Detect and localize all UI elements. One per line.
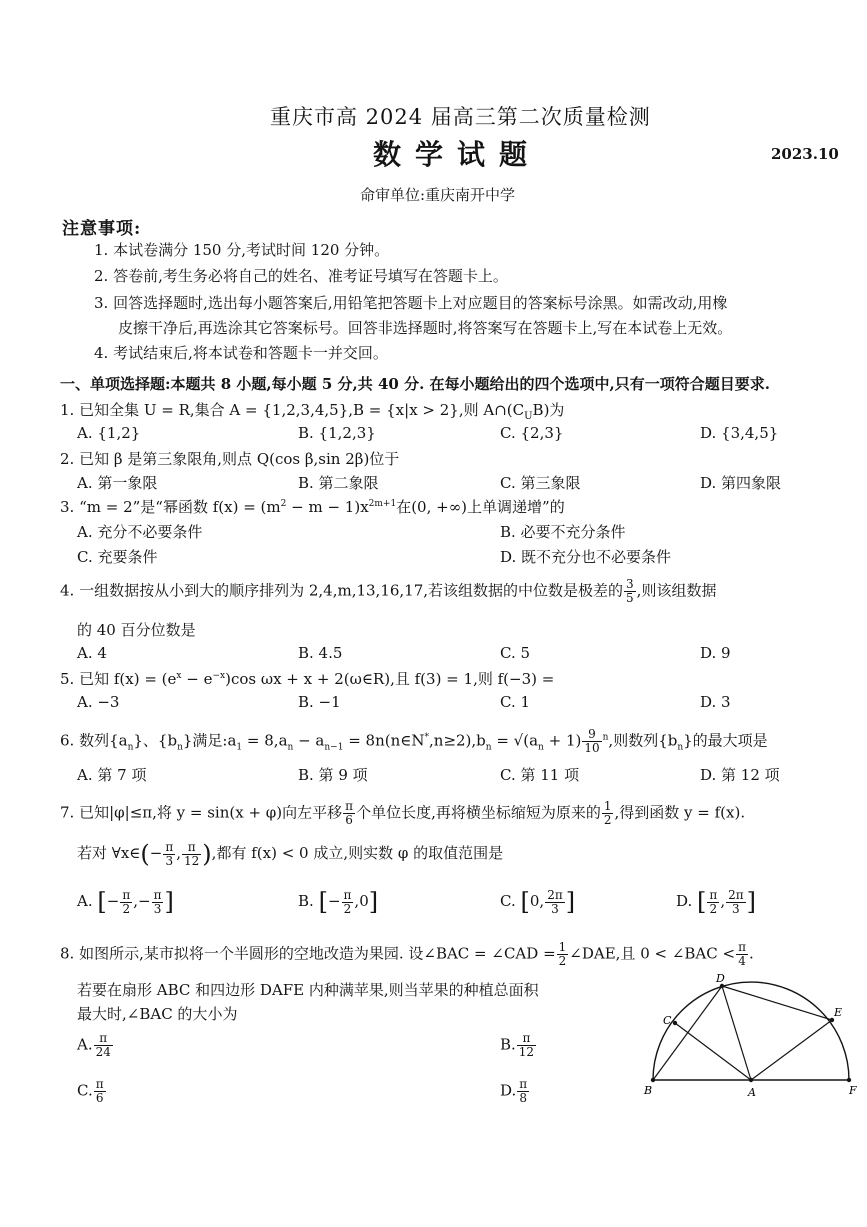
question-2-option-a: A. 第一象限: [77, 474, 158, 492]
question-5-option-c: C. 1: [500, 693, 531, 711]
question-5-option-d: D. 3: [700, 693, 731, 711]
author-unit: 命审单位:重庆南开中学: [360, 186, 516, 204]
question-3-option-a: A. 充分不必要条件: [77, 523, 203, 541]
question-2-option-b: B. 第二象限: [298, 474, 379, 492]
question-1-stem: 1. 已知全集 U = R,集合 A = {1,2,3,4,5},B = {x|x > 2},则 $A\cap(C_UB)$为: [60, 401, 565, 422]
notice-item: 皮擦干净后,再选涂其它答案标号。回答非选择题时,将答案写在答题卡上,写在本试卷上无效。: [118, 319, 733, 337]
notice-heading: 注意事项:: [62, 219, 142, 239]
question-4-option-d: D. 9: [700, 644, 731, 662]
question-2-option-c: C. 第三象限: [500, 474, 581, 492]
label-b: B: [644, 1084, 653, 1097]
subject-title: 数学试题: [373, 138, 542, 171]
question-4-stem: 4. 一组数据按从小到大的顺序排列为 2,4,m,13,16,17,若该组数据的中位数是极差的 $\frac{3}{5}$ ,则该组数据: [60, 577, 717, 605]
segment-ae: [751, 1020, 832, 1080]
segment-de: [722, 986, 832, 1020]
label-f: F: [849, 1084, 857, 1097]
question-7-option-b: B. [− $\frac{\pi}{2}$ ,0]: [298, 887, 379, 916]
section-heading: 一、单项选择题:本题共 8 小题,每小题 5 分,共 40 分. 在每小题给出的四个选项中,只有一项符合题目要求.: [60, 375, 770, 393]
question-7-stem: 7. 已知|φ|≤π,将 y = sin(x + φ)向左平移 $\frac{\pi}{6}$ 个单位长度,再将横坐标缩短为原来的 $\frac{1}{2}$ ,得到函数 y = f(x).: [60, 799, 746, 827]
semicircle-figure: [636, 972, 862, 1104]
label-c: C: [663, 1014, 672, 1027]
exam-title: 重庆市高 2024 届高三第二次质量检测: [270, 105, 651, 129]
semicircle-arc: [653, 982, 849, 1080]
question-1-option-d: D. {3,4,5}: [700, 424, 779, 442]
notice-item: 2. 答卷前,考生务必将自己的姓名、准考证号填写在答题卡上。: [94, 267, 508, 285]
label-d: D: [716, 972, 725, 985]
question-4-option-c: C. 5: [500, 644, 531, 662]
question-1-option-b: B. {1,2,3}: [298, 424, 376, 442]
question-3-stem: 3. “m = 2”是“幂函数 $f(x) = (m^2 - m - 1)x^{2m+1}$在(0, +∞)上单调递增”的: [60, 498, 565, 516]
fraction: $\frac{\pi}{6}$: [345, 799, 354, 827]
fraction: $\frac{1}{2}$: [603, 799, 612, 827]
segment-bd: [653, 986, 722, 1080]
question-7-option-a: A. [− $\frac{\pi}{2}$ ,− $\frac{\pi}{3}$ ]: [77, 887, 174, 916]
point-f: [847, 1078, 851, 1082]
exam-date: 2023.10: [771, 145, 839, 163]
point-c: [673, 1021, 677, 1025]
question-6-option-d: D. 第 12 项: [700, 766, 780, 784]
question-8-option-a: A. $\frac{\pi}{24}$: [77, 1031, 111, 1059]
question-7-option-c: C. [0, $\frac{2\pi}{3}$ ]: [500, 887, 576, 916]
question-1-option-c: C. {2,3}: [500, 424, 564, 442]
question-8-stem: 8. 如图所示,某市拟将一个半圆形的空地改造为果园. 设∠BAC = ∠CAD = $\frac{1}{2}$ ∠DAE,且 0 < ∠BAC < $\frac{\pi}{4}$ .: [60, 940, 754, 968]
question-5-option-a: A. −3: [77, 693, 120, 711]
question-8-option-d: D. $\frac{\pi}{8}$: [500, 1077, 528, 1105]
question-3-option-c: C. 充要条件: [77, 548, 158, 566]
question-8-option-b: B. $\frac{\pi}{12}$: [500, 1031, 535, 1059]
segment-ad: [722, 986, 751, 1080]
question-3-option-d: D. 既不充分也不必要条件: [500, 548, 672, 566]
question-4-option-a: A. 4: [77, 644, 107, 662]
point-a: [749, 1078, 753, 1082]
question-5-stem: 5. 已知 $f(x) = (e^x - e^{-x})\cos$ ωx + x + 2(ω∈R),且 f(3) = 1,则 f(−3) =: [60, 670, 555, 688]
notice-item: 3. 回答选择题时,选出每小题答案后,用铅笔把答题卡上对应题目的答案标号涂黑。如需改动,用橡: [94, 294, 728, 312]
question-4-option-b: B. 4.5: [298, 644, 343, 662]
fraction: $\frac{9}{10}$: [584, 727, 600, 755]
label-a: A: [748, 1086, 756, 1099]
question-2-stem: 2. 已知 β 是第三象限角,则点 Q(cos β,sin 2β)位于: [60, 450, 400, 468]
point-b: [651, 1078, 655, 1082]
question-4-stem-line2: 的 40 百分位数是: [77, 621, 196, 639]
question-5-option-b: B. −1: [298, 693, 341, 711]
notice-item: 1. 本试卷满分 150 分,考试时间 120 分钟。: [94, 241, 390, 259]
question-3-option-b: B. 必要不充分条件: [500, 523, 626, 541]
notice-item: 4. 考试结束后,将本试卷和答题卡一并交回。: [94, 344, 388, 362]
question-8-stem-line2: 若要在扇形 ABC 和四边形 DAFE 内种满苹果,则当苹果的种植总面积: [77, 981, 539, 999]
question-2-option-d: D. 第四象限: [700, 474, 782, 492]
fraction: $\frac{3}{5}$: [626, 577, 634, 605]
question-6-option-c: C. 第 11 项: [500, 766, 580, 784]
label-e: E: [834, 1006, 843, 1019]
question-1-option-a: A. {1,2}: [77, 424, 141, 442]
question-7-stem-line2: 若对 ∀x∈(− $\frac{\pi}{3}$ , $\frac{\pi}{12}$ ),都有 f(x) < 0 成立,则实数 φ 的取值范围是: [77, 839, 504, 868]
question-6-option-a: A. 第 7 项: [77, 766, 147, 784]
question-6-option-b: B. 第 9 项: [298, 766, 368, 784]
question-7-option-d: D. [ $\frac{\pi}{2}$ , $\frac{2\pi}{3}$ ]: [676, 887, 756, 916]
segment-ac: [675, 1023, 751, 1080]
question-8-stem-line3: 最大时,∠BAC 的大小为: [77, 1005, 238, 1023]
question-8-option-c: C. $\frac{\pi}{6}$: [77, 1077, 104, 1105]
question-6-stem: 6. 数列$\{a_n\}$、$\{b_n\}$满足$:a_1 = 8,a_n - a_{n-1}$ = $8n(n\in N^*,n\ge 2),b_n = √(a_n + 1)$ $\frac{9}{10}$ $^n$,则数列$\{b_n\}$的最大项是: [60, 727, 768, 755]
